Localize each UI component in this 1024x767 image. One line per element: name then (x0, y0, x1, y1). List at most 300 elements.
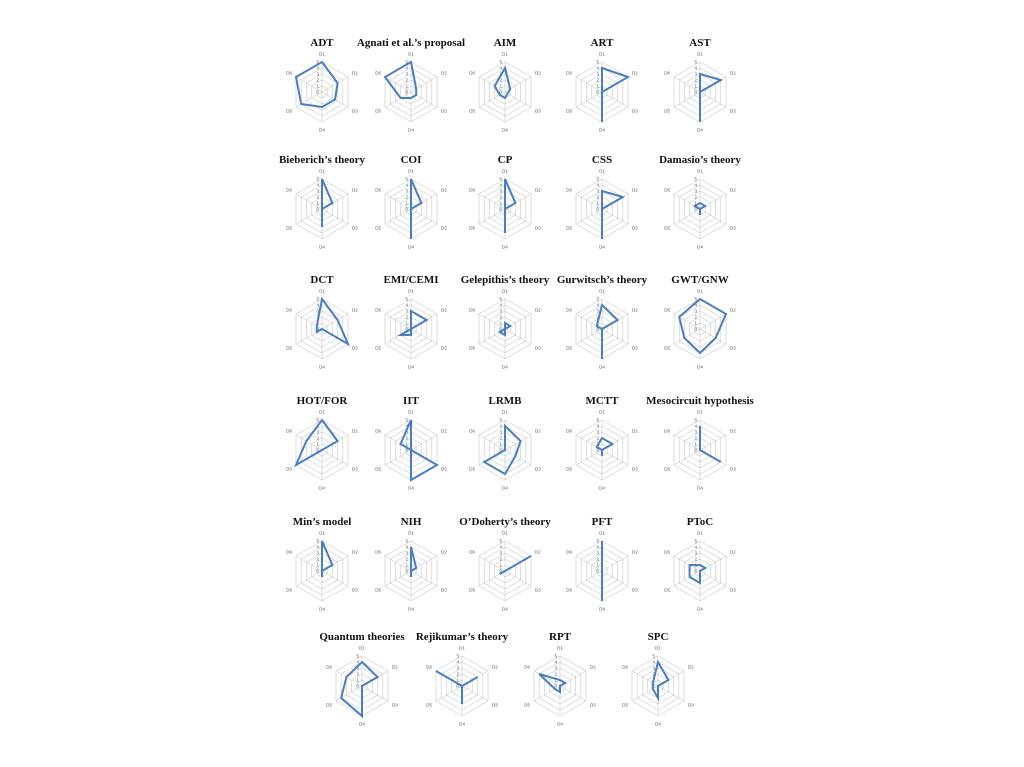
chart-title: MCTT (585, 395, 619, 407)
tick-label: 0 (596, 326, 599, 332)
axis-label: D3 (441, 108, 447, 114)
tick-label: 5 (499, 296, 502, 302)
axis-label: D4 (408, 364, 414, 370)
axis-label: D4 (697, 127, 703, 133)
axis-label: D3 (352, 345, 358, 351)
axis-label: D4 (557, 721, 563, 727)
axis-spoke (560, 686, 586, 701)
tick-label: 2 (316, 314, 319, 320)
chart-title: DCT (310, 274, 334, 286)
axis-spoke (362, 686, 388, 701)
tick-label: 1 (405, 441, 408, 447)
axis-label: D1 (502, 51, 508, 57)
axis-label: D6 (375, 428, 381, 434)
tick-label: 0 (405, 568, 408, 574)
axis-label: D3 (441, 587, 447, 593)
tick-label: 0 (316, 89, 319, 95)
tick-label: 0 (694, 206, 697, 212)
tick-label: 4 (652, 659, 655, 665)
radar-chart (622, 631, 694, 727)
axis-label: D2 (352, 70, 358, 76)
radar-chart (664, 37, 736, 133)
axis-label: D2 (535, 187, 541, 193)
axis-label: D1 (697, 168, 703, 174)
chart-title: Agnati et al.’s proposal (356, 37, 466, 49)
axis-label: D2 (535, 428, 541, 434)
radar-chart (375, 516, 447, 612)
tick-label: 4 (316, 182, 319, 188)
tick-label: 5 (456, 653, 459, 659)
axis-label: D2 (632, 187, 638, 193)
radar-chart (279, 154, 366, 250)
chart-title: AST (689, 37, 711, 49)
tick-label: 3 (694, 71, 697, 77)
tick-label: 4 (499, 182, 502, 188)
axis-label: D4 (319, 127, 325, 133)
tick-label: 4 (316, 65, 319, 71)
tick-label: 5 (405, 296, 408, 302)
axis-label: D1 (408, 409, 414, 415)
axis-label: D3 (632, 587, 638, 593)
axis-label: D6 (664, 428, 670, 434)
tick-label: 1 (694, 320, 697, 326)
axis-label: D6 (286, 549, 292, 555)
axis-label: D4 (408, 127, 414, 133)
tick-label: 2 (499, 435, 502, 441)
axis-label: D5 (469, 345, 475, 351)
tick-label: 5 (596, 538, 599, 544)
radar-chart (357, 37, 465, 133)
chart-title: GWT/GNW (671, 274, 729, 286)
axis-label: D1 (319, 530, 325, 536)
axis-label: D5 (375, 225, 381, 231)
tick-label: 4 (694, 544, 697, 550)
axis-label: D3 (535, 108, 541, 114)
axis-label: D6 (566, 187, 572, 193)
axis-label: D1 (359, 645, 365, 651)
axis-label: D4 (359, 721, 365, 727)
tick-label: 2 (596, 435, 599, 441)
radar-chart (375, 274, 447, 370)
tick-label: 0 (316, 447, 319, 453)
axis-label: D4 (502, 606, 508, 612)
axis-label: D5 (286, 466, 292, 472)
tick-label: 3 (316, 550, 319, 556)
chart-title: ADT (310, 37, 334, 49)
axis-label: D3 (590, 702, 596, 708)
radar-chart (469, 154, 541, 250)
axis-spoke (700, 92, 726, 107)
tick-label: 5 (694, 296, 697, 302)
tick-label: 3 (596, 550, 599, 556)
axis-label: D1 (557, 645, 563, 651)
axis-label: D5 (469, 466, 475, 472)
axis-label: D3 (441, 466, 447, 472)
tick-label: 1 (694, 83, 697, 89)
tick-label: 5 (652, 653, 655, 659)
axis-label: D3 (688, 702, 694, 708)
axis-label: D3 (535, 587, 541, 593)
tick-label: 5 (316, 538, 319, 544)
tick-label: 3 (694, 188, 697, 194)
axis-label: D3 (632, 466, 638, 472)
tick-label: 1 (316, 320, 319, 326)
axis-label: D2 (392, 664, 398, 670)
tick-label: 3 (405, 308, 408, 314)
axis-label: D3 (352, 587, 358, 593)
axis-label: D5 (524, 702, 530, 708)
tick-label: 0 (405, 447, 408, 453)
chart-title: NIH (400, 516, 422, 528)
axis-spoke (505, 571, 531, 586)
axis-label: D6 (375, 307, 381, 313)
axis-label: D4 (599, 127, 605, 133)
tick-label: 3 (694, 550, 697, 556)
axis-label: D3 (441, 345, 447, 351)
axis-label: D3 (492, 702, 498, 708)
radar-chart (664, 516, 736, 612)
tick-label: 4 (694, 65, 697, 71)
axis-label: D5 (286, 587, 292, 593)
axis-label: D4 (319, 485, 325, 491)
tick-label: 3 (499, 188, 502, 194)
tick-label: 1 (694, 562, 697, 568)
tick-label: 0 (316, 568, 319, 574)
axis-label: D1 (697, 409, 703, 415)
tick-label: 0 (316, 326, 319, 332)
axis-label: D4 (599, 606, 605, 612)
radar-chart (566, 154, 638, 250)
axis-label: D5 (426, 702, 432, 708)
tick-label: 5 (596, 296, 599, 302)
axis-label: D1 (599, 409, 605, 415)
axis-label: D1 (599, 168, 605, 174)
axis-label: D5 (664, 225, 670, 231)
axis-label: D6 (469, 307, 475, 313)
chart-title: LRMB (488, 395, 522, 407)
axis-label: D2 (632, 549, 638, 555)
tick-label: 1 (499, 562, 502, 568)
axis-label: D1 (319, 168, 325, 174)
tick-label: 0 (694, 568, 697, 574)
axis-label: D5 (566, 225, 572, 231)
axis-label: D2 (441, 307, 447, 313)
tick-label: 3 (405, 429, 408, 435)
axis-label: D4 (408, 244, 414, 250)
tick-label: 5 (694, 59, 697, 65)
tick-label: 0 (499, 89, 502, 95)
axis-label: D5 (326, 702, 332, 708)
axis-label: D6 (375, 187, 381, 193)
radar-chart (319, 631, 405, 727)
axis-label: D4 (408, 606, 414, 612)
axis-label: D2 (441, 428, 447, 434)
tick-label: 5 (316, 417, 319, 423)
tick-label: 1 (596, 562, 599, 568)
radar-chart (566, 516, 638, 612)
tick-label: 5 (499, 417, 502, 423)
axis-label: D5 (566, 587, 572, 593)
axis-spoke (322, 450, 348, 465)
radar-chart (286, 395, 358, 491)
tick-label: 0 (405, 206, 408, 212)
axis-label: D2 (730, 428, 736, 434)
axis-label: D1 (319, 409, 325, 415)
tick-label: 3 (596, 429, 599, 435)
chart-title: Gelepithis’s theory (460, 274, 550, 286)
axis-label: D2 (441, 70, 447, 76)
tick-label: 2 (694, 314, 697, 320)
tick-label: 1 (596, 200, 599, 206)
tick-label: 2 (499, 314, 502, 320)
axis-label: D5 (566, 466, 572, 472)
tick-label: 2 (499, 556, 502, 562)
tick-label: 0 (694, 447, 697, 453)
tick-label: 5 (499, 538, 502, 544)
tick-label: 4 (316, 302, 319, 308)
axis-spoke (602, 450, 628, 465)
tick-label: 4 (694, 182, 697, 188)
tick-label: 3 (405, 188, 408, 194)
tick-label: 4 (596, 182, 599, 188)
axis-label: D5 (375, 108, 381, 114)
tick-label: 0 (405, 326, 408, 332)
axis-label: D6 (566, 428, 572, 434)
chart-title: AIM (493, 37, 517, 49)
tick-label: 3 (694, 308, 697, 314)
axis-label: D4 (599, 244, 605, 250)
axis-label: D3 (632, 225, 638, 231)
tick-label: 2 (554, 671, 557, 677)
tick-label: 0 (596, 568, 599, 574)
tick-label: 2 (316, 194, 319, 200)
tick-label: 5 (694, 538, 697, 544)
tick-label: 1 (316, 83, 319, 89)
axis-label: D4 (459, 721, 465, 727)
tick-label: 1 (694, 200, 697, 206)
series-polygon (505, 179, 515, 233)
tick-label: 2 (456, 671, 459, 677)
tick-label: 0 (596, 447, 599, 453)
axis-label: D4 (502, 127, 508, 133)
axis-spoke (411, 571, 437, 586)
axis-label: D1 (599, 288, 605, 294)
tick-label: 1 (499, 320, 502, 326)
axis-spoke (322, 571, 348, 586)
axis-label: D5 (286, 225, 292, 231)
tick-label: 3 (596, 71, 599, 77)
tick-label: 5 (694, 176, 697, 182)
axis-label: D1 (459, 645, 465, 651)
tick-label: 3 (316, 188, 319, 194)
tick-label: 4 (405, 182, 408, 188)
tick-label: 1 (596, 83, 599, 89)
chart-title: Mesocircuit hypothesis (646, 395, 754, 407)
tick-label: 4 (316, 423, 319, 429)
axis-label: D6 (664, 307, 670, 313)
tick-label: 2 (596, 314, 599, 320)
axis-label: D1 (502, 288, 508, 294)
tick-label: 3 (652, 665, 655, 671)
tick-label: 1 (316, 441, 319, 447)
axis-label: D6 (286, 187, 292, 193)
tick-label: 3 (316, 429, 319, 435)
tick-label: 2 (499, 194, 502, 200)
tick-label: 2 (356, 671, 359, 677)
tick-label: 4 (596, 544, 599, 550)
axis-label: D1 (319, 51, 325, 57)
axis-label: D2 (441, 187, 447, 193)
axis-label: D6 (286, 428, 292, 434)
axis-label: D2 (632, 307, 638, 313)
axis-label: D6 (375, 70, 381, 76)
axis-label: D6 (566, 549, 572, 555)
tick-label: 4 (456, 659, 459, 665)
tick-label: 5 (596, 59, 599, 65)
tick-label: 5 (356, 653, 359, 659)
tick-label: 1 (694, 441, 697, 447)
tick-label: 3 (596, 308, 599, 314)
axis-spoke (411, 329, 437, 344)
tick-label: 4 (356, 659, 359, 665)
axis-label: D5 (664, 466, 670, 472)
chart-title: EMI/CEMI (383, 274, 439, 286)
tick-label: 2 (316, 556, 319, 562)
axis-spoke (462, 686, 488, 701)
radar-chart (286, 37, 358, 133)
tick-label: 4 (554, 659, 557, 665)
axis-label: D4 (697, 364, 703, 370)
series-polygon (690, 562, 706, 583)
axis-label: D4 (599, 485, 605, 491)
axis-spoke (505, 92, 531, 107)
axis-label: D1 (502, 530, 508, 536)
axis-label: D4 (697, 485, 703, 491)
axis-label: D2 (730, 70, 736, 76)
tick-label: 0 (596, 206, 599, 212)
axis-label: D5 (375, 466, 381, 472)
axis-label: D3 (392, 702, 398, 708)
axis-spoke (505, 209, 531, 224)
axis-label: D5 (622, 702, 628, 708)
tick-label: 1 (596, 441, 599, 447)
chart-title: Bieberich’s theory (278, 154, 366, 166)
chart-title: CP (497, 154, 513, 166)
axis-label: D2 (441, 549, 447, 555)
axis-label: D4 (697, 244, 703, 250)
tick-label: 3 (316, 308, 319, 314)
tick-label: 5 (405, 538, 408, 544)
axis-label: D1 (319, 288, 325, 294)
tick-label: 1 (405, 320, 408, 326)
tick-label: 5 (596, 417, 599, 423)
tick-label: 5 (405, 417, 408, 423)
axis-label: D3 (535, 345, 541, 351)
axis-spoke (658, 686, 684, 701)
radar-chart (469, 37, 541, 133)
axis-label: D3 (632, 345, 638, 351)
chart-title: RPT (549, 631, 571, 643)
axis-label: D1 (599, 51, 605, 57)
tick-label: 1 (405, 562, 408, 568)
axis-label: D2 (730, 307, 736, 313)
axis-label: D4 (502, 364, 508, 370)
tick-label: 2 (652, 671, 655, 677)
axis-label: D5 (375, 345, 381, 351)
tick-label: 1 (596, 320, 599, 326)
tick-label: 4 (405, 65, 408, 71)
tick-label: 4 (694, 423, 697, 429)
tick-label: 2 (694, 77, 697, 83)
axis-label: D1 (697, 51, 703, 57)
axis-spoke (602, 329, 628, 344)
tick-label: 0 (356, 683, 359, 689)
axis-label: D1 (408, 168, 414, 174)
series-polygon (316, 296, 348, 344)
tick-label: 2 (405, 556, 408, 562)
axis-label: D2 (730, 187, 736, 193)
tick-label: 0 (456, 683, 459, 689)
axis-spoke (411, 435, 437, 450)
axis-label: D1 (655, 645, 661, 651)
axis-label: D2 (590, 664, 596, 670)
tick-label: 2 (499, 77, 502, 83)
tick-label: 1 (316, 200, 319, 206)
tick-label: 2 (316, 77, 319, 83)
axis-label: D2 (632, 70, 638, 76)
tick-label: 2 (596, 77, 599, 83)
axis-label: D2 (535, 307, 541, 313)
axis-label: D2 (492, 664, 498, 670)
axis-label: D1 (502, 409, 508, 415)
tick-label: 1 (405, 83, 408, 89)
axis-label: D1 (408, 288, 414, 294)
tick-label: 2 (596, 194, 599, 200)
radar-chart (566, 37, 638, 133)
radar-chart (659, 154, 741, 250)
axis-label: D2 (632, 428, 638, 434)
chart-title: CSS (591, 154, 613, 166)
tick-label: 1 (356, 677, 359, 683)
axis-label: D5 (286, 108, 292, 114)
radar-chart (459, 516, 551, 612)
tick-label: 1 (456, 677, 459, 683)
chart-title: SPC (647, 631, 669, 643)
radar-chart (461, 274, 550, 370)
tick-label: 1 (405, 200, 408, 206)
axis-spoke (322, 209, 348, 224)
chart-title: PToC (686, 516, 714, 528)
axis-spoke (411, 92, 437, 107)
tick-label: 0 (694, 89, 697, 95)
axis-label: D6 (566, 70, 572, 76)
axis-label: D3 (730, 108, 736, 114)
axis-spoke (505, 329, 531, 344)
axis-label: D6 (566, 307, 572, 313)
tick-label: 2 (405, 77, 408, 83)
tick-label: 4 (316, 544, 319, 550)
axis-label: D1 (502, 168, 508, 174)
chart-title: IIT (403, 395, 419, 407)
axis-label: D6 (664, 549, 670, 555)
axis-label: D6 (664, 70, 670, 76)
axis-label: D3 (441, 225, 447, 231)
tick-label: 5 (405, 176, 408, 182)
tick-label: 5 (316, 176, 319, 182)
axis-label: D5 (469, 225, 475, 231)
tick-label: 5 (554, 653, 557, 659)
tick-label: 1 (499, 83, 502, 89)
